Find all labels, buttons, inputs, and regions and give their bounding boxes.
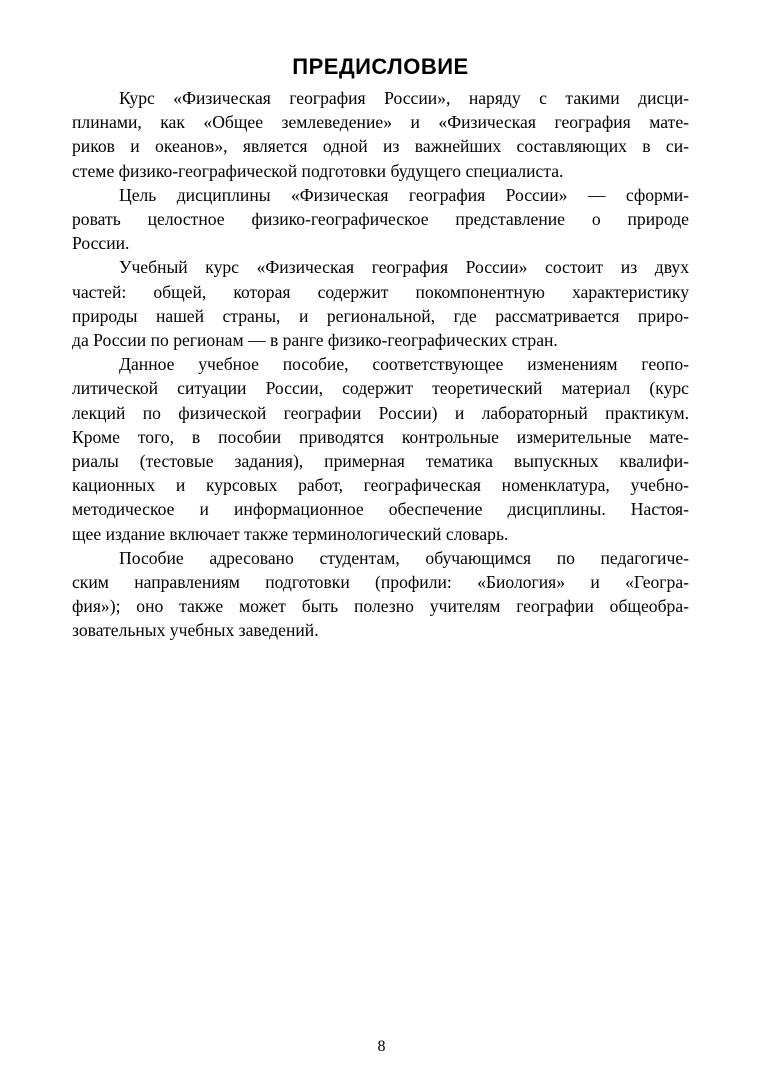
text-line: да России по регионам — в ранге физико-географических стран.: [72, 330, 558, 351]
page-title: ПРЕДИСЛОВИЕ: [292, 54, 469, 79]
text-line: ским направлениям подготовки (профили: «Биология» и «Геогра-: [72, 572, 689, 593]
text-line: фия»); оно также может быть полезно учителям географии общеобра-: [72, 596, 689, 617]
page-number: 8: [377, 1038, 386, 1055]
text-line: зовательных учебных заведений.: [72, 620, 319, 641]
text-line: Пособие адресовано студентам, обучающимся по педагогиче-: [119, 547, 689, 568]
text-line: риков и океанов», является одной из важнейших составляющих в си-: [72, 136, 689, 157]
text-line: природы нашей страны, и региональной, где рассматривается приро-: [72, 305, 689, 326]
text-line: частей: общей, которая содержит покомпонентную характеристику: [72, 281, 689, 302]
paragraph-4: [72, 352, 689, 546]
text-line: литической ситуации России, содержит теоретический материал (курс: [72, 378, 689, 399]
text-line: риалы (тестовые задания), примерная тематика выпускных квалифи-: [72, 451, 689, 472]
text-line: плинами, как «Общее землеведение» и «Физическая география мате-: [72, 112, 689, 133]
text-line: стеме физико-географической подготовки будущего специалиста.: [72, 160, 564, 181]
text-line: Кроме того, в пособии приводятся контрольные измерительные мате-: [72, 426, 689, 447]
paragraph-1: [72, 86, 689, 183]
text-line: Курс «Физическая география России», наряду с такими дисци-: [119, 88, 689, 108]
paragraph-5: [72, 546, 689, 643]
text-line: России.: [72, 233, 130, 254]
text-line: щее издание включает также терминологический словарь.: [72, 523, 509, 544]
page-content: [72, 52, 689, 643]
text-line: Данное учебное пособие, соответствующее изменениям геопо-: [119, 354, 689, 375]
text-line: методическое и информационное обеспечение дисциплины. Настоя-: [72, 499, 689, 520]
text-line: Учебный курс «Физическая география России» состоит из двух: [119, 257, 689, 278]
text-line: ровать целостное физико-географическое представление о природе: [72, 209, 689, 230]
text-line: кационных и курсовых работ, географическая номенклатура, учебно-: [72, 475, 689, 496]
paragraph-3: [72, 255, 689, 352]
text-line: лекций по физической географии России) и лабораторный практикум.: [72, 402, 689, 423]
text-line: Цель дисциплины «Физическая география России» — сформи-: [119, 184, 689, 205]
paragraph-2: [72, 183, 689, 256]
